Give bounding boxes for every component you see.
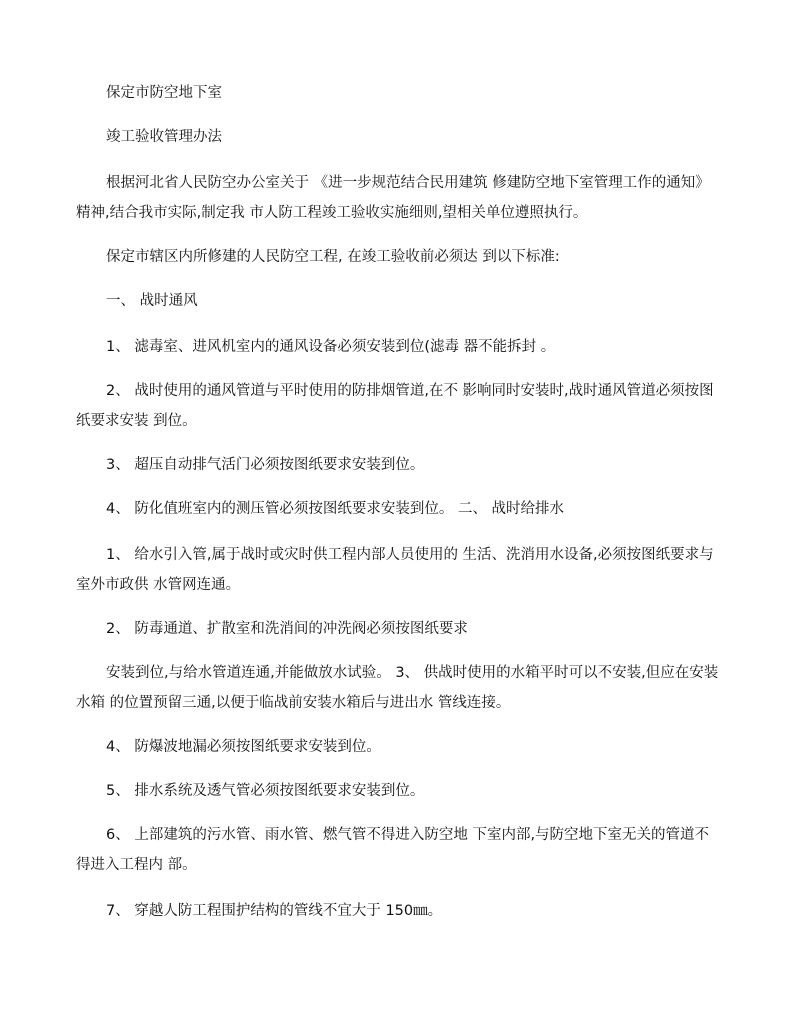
intro-paragraph: 根据河北省人民防空办公室关于 《进一步规范结合民用建筑 修建防空地下室管理工作的通知》精神,结合我市实际,制定我 市人防工程竣工验收实施细则,望相关单位遵照执行。 <box>76 175 710 221</box>
list-item: 1、 给水引入管,属于战时或灾时供工程内部人员使用的 生活、洗消用水设备,必须按图纸要求与室外市政供 水管网连通。 <box>76 547 714 593</box>
list-item: 2、 防毒通道、扩散室和洗消间的冲洗阀必须按图纸要求 <box>106 621 468 637</box>
list-item: 7、 穿越人防工程围护结构的管线不宜大于 150㎜。 <box>106 903 443 919</box>
list-item: 5、 排水系统及透气管必须按图纸要求安装到位。 <box>106 783 425 799</box>
list-item: 4、 防爆波地漏必须按图纸要求安装到位。 <box>106 739 381 755</box>
list-item: 1、 滤毒室、进风机室内的通风设备必须安装到位(滤毒 器不能拆封 。 <box>106 339 556 355</box>
document-title-line1: 保定市防空地下室 <box>106 85 222 101</box>
list-item: 3、 超压自动排气活门必须按图纸要求安装到位。 <box>106 457 425 473</box>
standard-intro-paragraph: 保定市辖区内所修建的人民防空工程, 在竣工验收前必须达 到以下标准: <box>106 249 560 265</box>
list-item-continuation: 安装到位,与给水管道连通,并能做放水试验。 3、 供战时使用的水箱平时可以不安装,但应在安装水箱 的位置预留三通,以便于临战前安装水箱后与进出水 管线连接。 <box>76 665 719 711</box>
document-title-line2: 竣工验收管理办法 <box>106 129 222 145</box>
list-item: 6、 上部建筑的污水管、雨水管、燃气管不得进入防空地 下室内部,与防空地下室无关的管道不得进入工程内 部。 <box>76 827 710 873</box>
list-item: 4、 防化值班室内的测压管必须按图纸要求安装到位。 二、 战时给排水 <box>106 501 565 517</box>
list-item: 2、 战时使用的通风管道与平时使用的防排烟管道,在不 影响同时安装时,战时通风管道必须按图纸要求安装 到位。 <box>76 383 714 429</box>
section-heading-ventilation: 一、 战时通风 <box>106 293 198 309</box>
